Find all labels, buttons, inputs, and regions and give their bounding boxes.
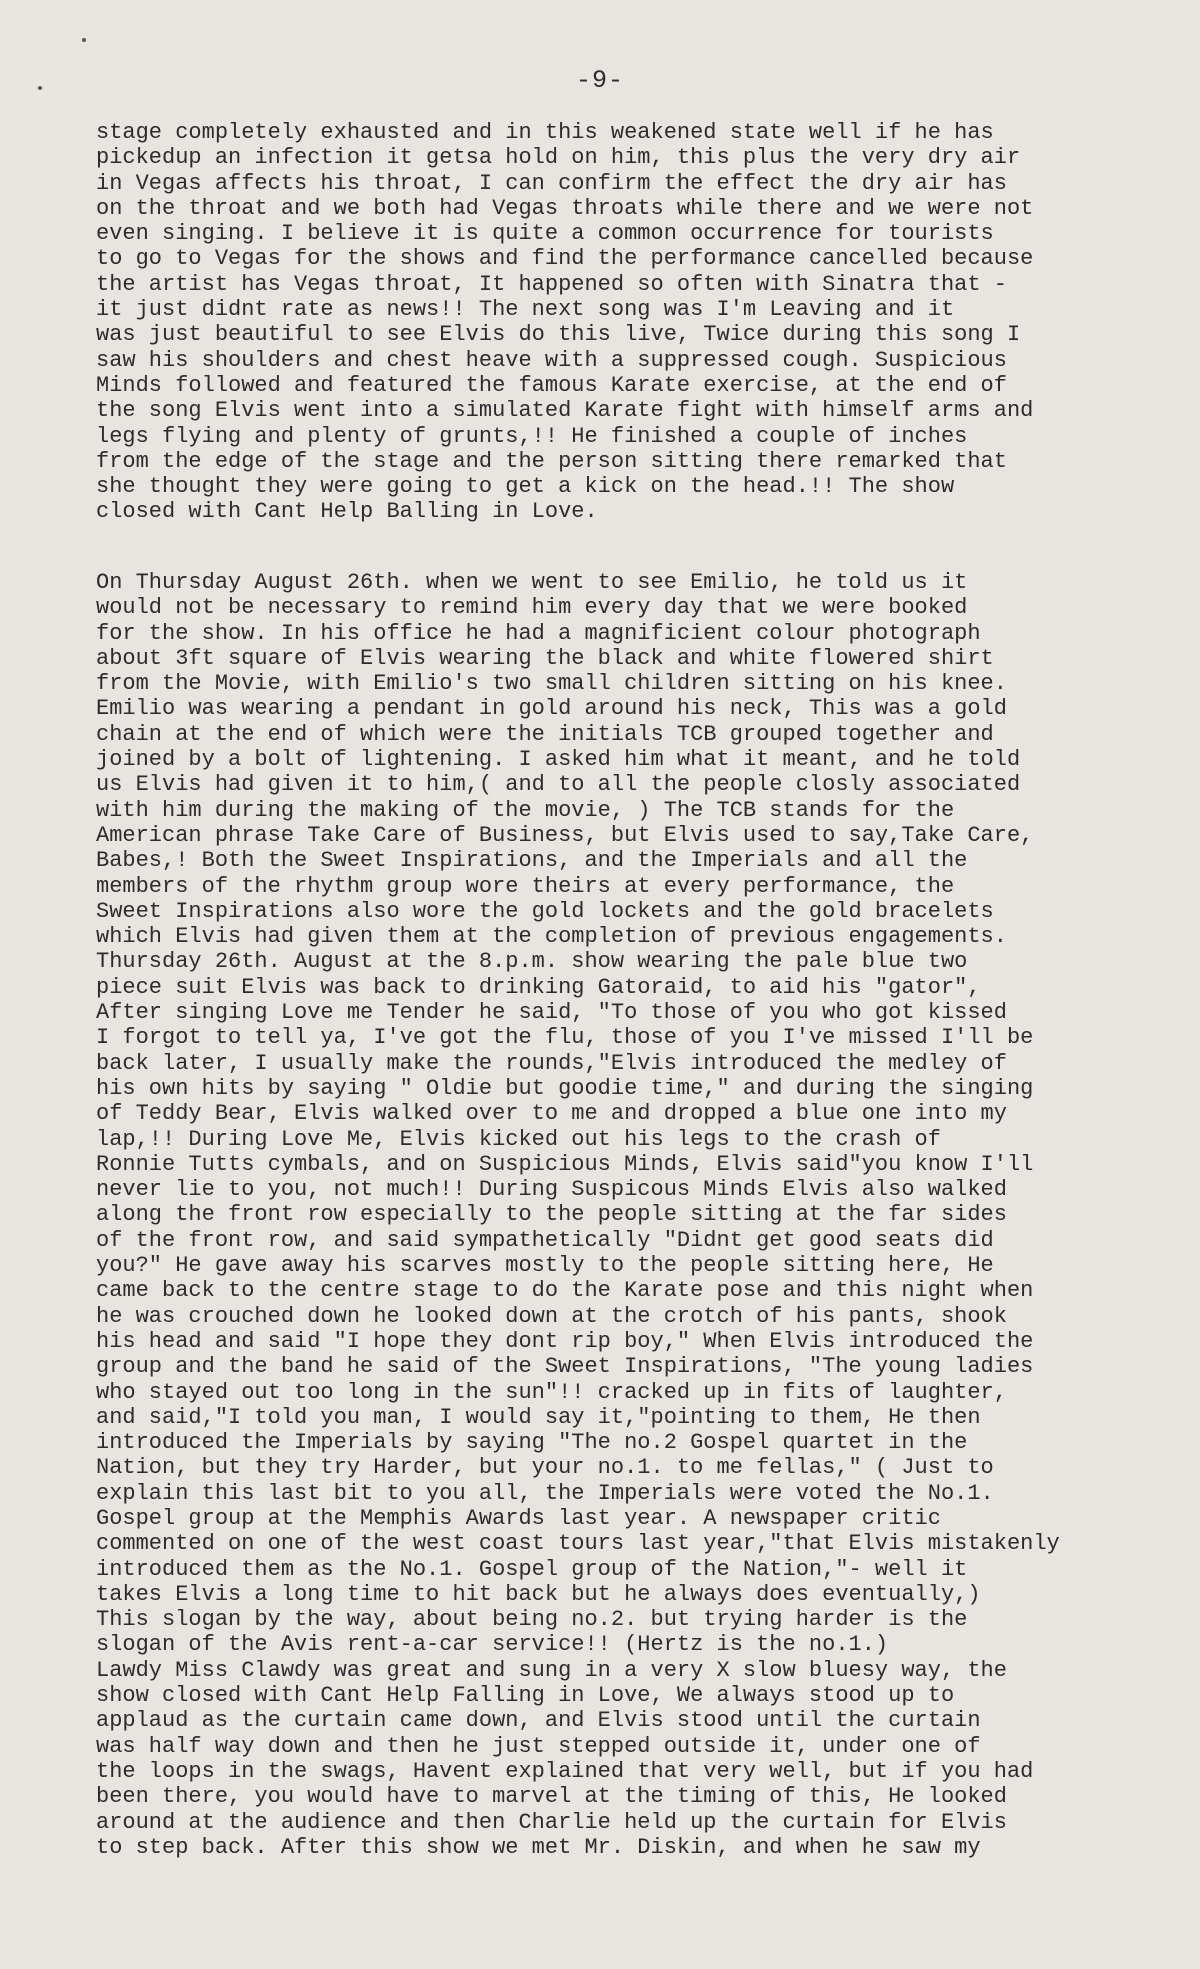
line-text: chain at the end of which were the initials TCB grouped together and xyxy=(96,721,994,747)
text-line xyxy=(96,348,1186,373)
text-line xyxy=(96,246,1186,271)
text-line xyxy=(96,1632,1186,1657)
text-line xyxy=(96,196,1186,221)
line-text: Ronnie Tutts cymbals, and on Suspicious Minds, Elvis said"you know I'll xyxy=(96,1151,1034,1177)
line-text: Minds followed and featured the famous Karate exercise, at the end of xyxy=(96,372,1007,398)
line-text: you?" He gave away his scarves mostly to the people sitting here, He xyxy=(96,1253,994,1279)
line-text: legs flying and plenty of grunts,!! He finished a couple of inches xyxy=(96,423,968,449)
line-text: been there, you would have to marvel at the timing of this, He looked xyxy=(96,1784,1007,1810)
line-text: with him during the making of the movie, ) The TCB stands for the xyxy=(96,797,955,823)
line-text: Thursday 26th. August at the 8.p.m. show wearing the pale blue two xyxy=(96,949,968,975)
text-line xyxy=(96,474,1186,499)
text-line xyxy=(96,1734,1186,1759)
text-line xyxy=(96,1708,1186,1733)
text-line xyxy=(96,899,1186,924)
line-text: of the front row, and said sympathetically "Didnt get good seats did xyxy=(96,1227,994,1253)
text-line xyxy=(96,221,1186,246)
paragraph-1 xyxy=(96,120,1186,525)
text-line xyxy=(96,747,1186,772)
text-line xyxy=(96,297,1186,322)
line-text: from the edge of the stage and the person sitting there remarked that xyxy=(96,448,1007,474)
text-line xyxy=(96,1810,1186,1835)
text-line xyxy=(96,1354,1186,1379)
line-text: never lie to you, not much!! During Suspicous Minds Elvis also walked xyxy=(96,1177,1007,1203)
text-line xyxy=(96,1455,1186,1480)
text-line xyxy=(96,1177,1186,1202)
line-text: came back to the centre stage to do the Karate pose and this night when xyxy=(96,1278,1034,1304)
page-number: -9- xyxy=(575,66,624,95)
text-line xyxy=(96,874,1186,899)
line-text: in Vegas affects his throat, I can confirm the effect the dry air has xyxy=(96,170,1007,196)
line-text: which Elvis had given them at the completion of previous engagements. xyxy=(96,924,1007,950)
text-line xyxy=(96,595,1186,620)
text-line xyxy=(96,1481,1186,1506)
paragraph-2 xyxy=(96,570,1186,1860)
line-text: to go to Vegas for the shows and find the performance cancelled because xyxy=(96,246,1034,272)
line-text: Sweet Inspirations also wore the gold lockets and the gold bracelets xyxy=(96,898,994,924)
line-text: us Elvis had given it to him,( and to all the people closly associated xyxy=(96,772,1021,798)
line-text: explain this last bit to you all, the Imperials were voted the No.1. xyxy=(96,1480,994,1506)
line-text: and said,"I told you man, I would say it,"pointing to them, He then xyxy=(96,1404,981,1430)
line-text: On Thursday August 26th. when we went to see Emilio, he told us it xyxy=(96,570,968,595)
text-line xyxy=(96,1683,1186,1708)
line-text: slogan of the Avis rent-a-car service!! (Hertz is the no.1.) xyxy=(96,1632,889,1658)
line-text: pickedup an infection it getsa hold on him, this plus the very dry air xyxy=(96,145,1021,171)
line-text: introduced them as the No.1. Gospel group of the Nation,"- well it xyxy=(96,1556,968,1582)
text-line xyxy=(96,424,1186,449)
text-line xyxy=(96,398,1186,423)
text-line xyxy=(96,1835,1186,1860)
line-text: Lawdy Miss Clawdy was great and sung in a very X slow bluesy way, the xyxy=(96,1657,1007,1683)
line-text: American phrase Take Care of Business, but Elvis used to say,Take Care, xyxy=(96,822,1034,848)
text-line xyxy=(96,1127,1186,1152)
line-text: saw his shoulders and chest heave with a suppressed cough. Suspicious xyxy=(96,347,1007,373)
text-line xyxy=(96,1557,1186,1582)
line-text: around at the audience and then Charlie held up the curtain for Elvis xyxy=(96,1809,1007,1835)
text-line xyxy=(96,949,1186,974)
text-line xyxy=(96,1329,1186,1354)
text-line xyxy=(96,924,1186,949)
text-line xyxy=(96,772,1186,797)
text-line xyxy=(96,499,1186,524)
line-text: he was crouched down he looked down at the crotch of his pants, shook xyxy=(96,1303,1007,1329)
text-line xyxy=(96,1582,1186,1607)
line-text: show closed with Cant Help Falling in Love, We always stood up to xyxy=(96,1683,955,1709)
text-line xyxy=(96,373,1186,398)
line-text: was just beautiful to see Elvis do this live, Twice during this song I xyxy=(96,322,1021,348)
line-text: she thought they were going to get a kick on the head.!! The show xyxy=(96,474,955,500)
text-line xyxy=(96,1051,1186,1076)
line-text: lap,!! During Love Me, Elvis kicked out his legs to the crash of xyxy=(96,1126,941,1152)
line-text: back later, I usually make the rounds,"Elvis introduced the medley of xyxy=(96,1050,1007,1076)
text-line xyxy=(96,1784,1186,1809)
line-text: from the Movie, with Emilio's two small children sitting on his knee. xyxy=(96,671,1007,697)
text-line xyxy=(96,823,1186,848)
text-line xyxy=(96,322,1186,347)
line-text: piece suit Elvis was back to drinking Gatoraid, to aid his "gator", xyxy=(96,974,981,1000)
text-line xyxy=(96,722,1186,747)
line-text: stage completely exhausted and in this weakened state well if he has xyxy=(96,120,994,145)
text-line xyxy=(96,848,1186,873)
text-line xyxy=(96,171,1186,196)
text-line xyxy=(96,1430,1186,1455)
text-line xyxy=(96,1405,1186,1430)
line-text: his head and said "I hope they dont rip boy," When Elvis introduced the xyxy=(96,1328,1034,1354)
text-line xyxy=(96,975,1186,1000)
line-text: Babes,! Both the Sweet Inspirations, and the Imperials and all the xyxy=(96,848,968,874)
line-text: of Teddy Bear, Elvis walked over to me and dropped a blue one into my xyxy=(96,1101,1007,1127)
text-line xyxy=(96,570,1186,595)
text-line xyxy=(96,1506,1186,1531)
text-line xyxy=(96,449,1186,474)
text-line xyxy=(96,272,1186,297)
line-text: on the throat and we both had Vegas throats while there and we were not xyxy=(96,195,1034,221)
text-line xyxy=(96,1228,1186,1253)
line-text: applaud as the curtain came down, and Elvis stood until the curtain xyxy=(96,1708,981,1734)
text-line xyxy=(96,1607,1186,1632)
line-text: commented on one of the west coast tours last year,"that Elvis mistakenly xyxy=(96,1531,1060,1557)
line-text: introduced the Imperials by saying "The no.2 Gospel quartet in the xyxy=(96,1430,968,1456)
line-text: for the show. In his office he had a magnificient colour photograph xyxy=(96,620,981,646)
line-text: to step back. After this show we met Mr. Diskin, and when he saw my xyxy=(96,1834,981,1860)
text-line xyxy=(96,1278,1186,1303)
line-text: Nation, but they try Harder, but your no.1. to me fellas," ( Just to xyxy=(96,1455,994,1481)
line-text: the song Elvis went into a simulated Karate fight with himself arms and xyxy=(96,398,1034,424)
text-line xyxy=(96,1304,1186,1329)
line-text: closed with Cant Help Balling in Love. xyxy=(96,499,598,525)
text-line xyxy=(96,671,1186,696)
line-text: would not be necessary to remind him every day that we were booked xyxy=(96,595,968,621)
line-text: about 3ft square of Elvis wearing the black and white flowered shirt xyxy=(96,645,994,671)
line-text: the artist has Vegas throat, It happened so often with Sinatra that - xyxy=(96,271,1007,297)
text-line xyxy=(96,1531,1186,1556)
line-text: joined by a bolt of lightening. I asked him what it meant, and he told xyxy=(96,747,1021,773)
line-text: his own hits by saying " Oldie but goodie time," and during the singing xyxy=(96,1075,1034,1101)
line-text: Gospel group at the Memphis Awards last year. A newspaper critic xyxy=(96,1505,941,1531)
line-text: members of the rhythm group wore theirs at every performance, the xyxy=(96,873,955,899)
line-text: This slogan by the way, about being no.2. but trying harder is the xyxy=(96,1607,968,1633)
text-line xyxy=(96,1202,1186,1227)
text-line xyxy=(96,1000,1186,1025)
text-line xyxy=(96,1101,1186,1126)
line-text: After singing Love me Tender he said, "To those of you who got kissed xyxy=(96,1000,1007,1026)
text-line xyxy=(96,696,1186,721)
line-text: I forgot to tell ya, I've got the flu, those of you I've missed I'll be xyxy=(96,1025,1034,1051)
text-line xyxy=(96,1380,1186,1405)
line-text: was half way down and then he just stepped outside it, under one of xyxy=(96,1733,981,1759)
line-text: group and the band he said of the Sweet Inspirations, "The young ladies xyxy=(96,1354,1034,1380)
text-line xyxy=(96,1076,1186,1101)
line-text: along the front row especially to the people sitting at the far sides xyxy=(96,1202,1007,1228)
text-line xyxy=(96,646,1186,671)
text-line xyxy=(96,621,1186,646)
line-text: even singing. I believe it is quite a common occurrence for tourists xyxy=(96,221,994,247)
text-line xyxy=(96,145,1186,170)
text-line xyxy=(96,120,1186,145)
text-line xyxy=(96,1152,1186,1177)
punch-mark-top xyxy=(82,38,86,42)
line-text: takes Elvis a long time to hit back but he always does eventually,) xyxy=(96,1581,981,1607)
text-line xyxy=(96,1025,1186,1050)
text-line xyxy=(96,1253,1186,1278)
text-line xyxy=(96,1658,1186,1683)
text-line xyxy=(96,1759,1186,1784)
text-line xyxy=(96,798,1186,823)
line-text: the loops in the swags, Havent explained that very well, but if you had xyxy=(96,1758,1034,1784)
line-text: it just didnt rate as news!! The next song was I'm Leaving and it xyxy=(96,297,955,323)
line-text: Emilio was wearing a pendant in gold around his neck, This was a gold xyxy=(96,696,1007,722)
line-text: who stayed out too long in the sun"!! cracked up in fits of laughter, xyxy=(96,1379,1007,1405)
